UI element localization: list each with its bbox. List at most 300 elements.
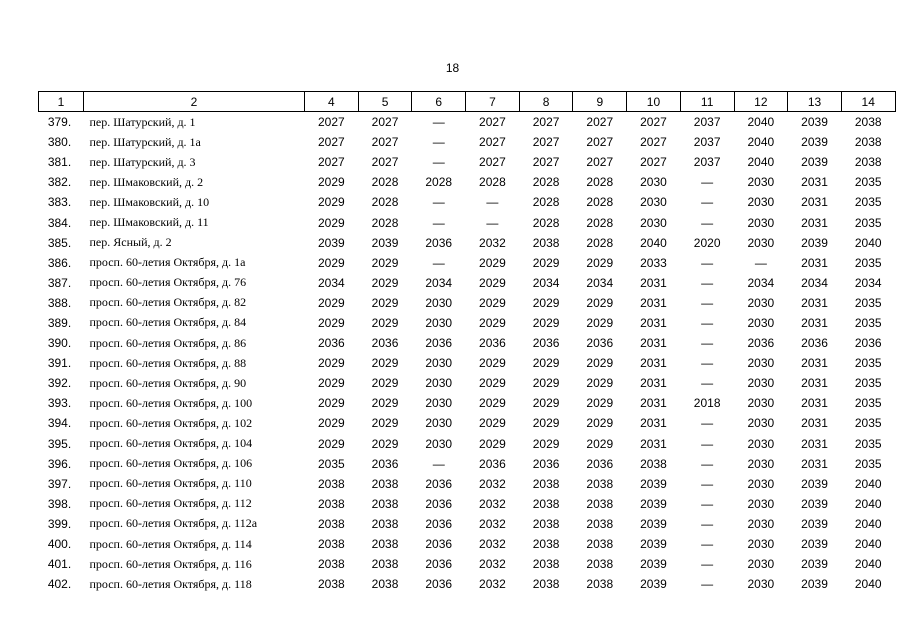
year-cell: 2031 xyxy=(801,376,828,391)
year-cell: 2039 xyxy=(640,476,667,491)
year-cell: — xyxy=(701,195,714,210)
year-cell: — xyxy=(701,275,714,290)
year-cell: 2031 xyxy=(640,356,667,371)
year-cell: — xyxy=(701,336,714,351)
year-cell: 2029 xyxy=(371,275,399,290)
year-cell: 2034 xyxy=(532,275,560,290)
year-cell: 2035 xyxy=(854,215,882,230)
year-cell: 2036 xyxy=(532,456,560,471)
year-cell: 2032 xyxy=(479,577,506,592)
year-cell: 2028 xyxy=(586,235,614,250)
year-cell: 2036 xyxy=(371,456,399,471)
table-row xyxy=(39,253,896,273)
year-cell: 2039 xyxy=(801,557,828,572)
year-cell: 2029 xyxy=(532,295,560,310)
row-number: 382. xyxy=(47,175,72,190)
year-cell: 2035 xyxy=(854,436,882,451)
row-number: 402. xyxy=(47,577,72,592)
year-cell: 2030 xyxy=(747,235,775,250)
year-cell: — xyxy=(701,315,714,330)
year-cell: — xyxy=(432,255,445,270)
year-cell: — xyxy=(432,215,445,230)
year-cell: 2035 xyxy=(854,175,882,190)
year-cell: 2038 xyxy=(371,516,399,531)
year-cell: 2029 xyxy=(371,356,399,371)
column-header: 8 xyxy=(519,92,573,112)
year-cell: — xyxy=(432,456,445,471)
year-cell: 2034 xyxy=(801,275,828,290)
year-cell: 2038 xyxy=(371,577,399,592)
year-cell: 2030 xyxy=(640,195,667,210)
year-cell: 2038 xyxy=(371,537,399,552)
year-cell: 2036 xyxy=(425,496,453,511)
year-cell: 2027 xyxy=(371,135,399,150)
column-header: 13 xyxy=(788,92,842,112)
year-cell: — xyxy=(701,476,714,491)
address-cell: просп. 60-летия Октября, д. 106 xyxy=(89,456,253,471)
year-cell: 2035 xyxy=(854,315,882,330)
address-cell: просп. 60-летия Октября, д. 104 xyxy=(89,436,253,451)
year-cell: 2036 xyxy=(425,235,453,250)
year-cell: 2036 xyxy=(586,456,614,471)
year-cell: 2038 xyxy=(854,115,882,130)
row-number: 384. xyxy=(47,215,72,230)
year-cell: 2027 xyxy=(640,155,667,170)
year-cell: 2027 xyxy=(317,155,345,170)
table-row xyxy=(39,132,896,152)
year-cell: 2028 xyxy=(532,175,560,190)
row-number: 389. xyxy=(47,315,72,330)
year-cell: 2038 xyxy=(317,537,345,552)
year-cell: — xyxy=(486,195,499,210)
year-cell: 2036 xyxy=(747,336,775,351)
year-cell: 2034 xyxy=(317,275,345,290)
year-cell: 2030 xyxy=(747,496,775,511)
year-cell: 2029 xyxy=(317,416,345,431)
year-cell: 2020 xyxy=(693,235,721,250)
row-number: 393. xyxy=(47,396,72,411)
year-cell: 2031 xyxy=(640,336,667,351)
year-cell: 2029 xyxy=(317,175,345,190)
year-cell: 2031 xyxy=(640,315,667,330)
address-cell: пер. Шмаковский, д. 11 xyxy=(89,215,209,230)
address-cell: просп. 60-летия Октября, д. 102 xyxy=(89,415,253,430)
year-cell: 2027 xyxy=(371,115,399,130)
year-cell: 2031 xyxy=(801,295,828,310)
year-cell: 2027 xyxy=(586,135,614,150)
address-cell: пер. Шмаковский, д. 10 xyxy=(89,194,210,209)
year-cell: 2036 xyxy=(425,557,453,572)
year-cell: 2029 xyxy=(371,416,399,431)
year-cell: 2029 xyxy=(479,376,506,391)
year-cell: 2029 xyxy=(317,295,345,310)
year-cell: 2038 xyxy=(586,496,614,511)
year-cell: 2030 xyxy=(640,175,667,190)
year-cell: — xyxy=(701,255,714,270)
year-cell: 2036 xyxy=(425,336,453,351)
year-cell: 2027 xyxy=(532,155,560,170)
year-cell: 2029 xyxy=(586,396,614,411)
year-cell: 2028 xyxy=(371,195,399,210)
table-row xyxy=(39,393,896,413)
row-number: 380. xyxy=(47,135,72,150)
year-cell: 2028 xyxy=(532,195,560,210)
year-cell: 2038 xyxy=(532,496,560,511)
row-number: 383. xyxy=(47,195,72,210)
year-cell: 2038 xyxy=(371,476,399,491)
row-number: 400. xyxy=(47,537,72,552)
year-cell: 2037 xyxy=(693,135,721,150)
address-cell: просп. 60-летия Октября, д. 100 xyxy=(89,395,253,410)
year-cell: 2040 xyxy=(854,235,882,250)
year-cell: 2040 xyxy=(747,115,775,130)
address-cell: просп. 60-летия Октября, д. 114 xyxy=(89,536,252,551)
year-cell: 2034 xyxy=(586,275,614,290)
year-cell: 2029 xyxy=(586,255,614,270)
year-cell: — xyxy=(701,436,714,451)
year-cell: 2038 xyxy=(371,496,399,511)
column-header: 4 xyxy=(305,92,359,112)
year-cell: 2029 xyxy=(317,356,345,371)
year-cell: 2035 xyxy=(854,356,882,371)
year-cell: 2036 xyxy=(371,336,399,351)
year-cell: 2039 xyxy=(371,235,399,250)
year-cell: 2029 xyxy=(371,396,399,411)
year-cell: 2038 xyxy=(371,557,399,572)
year-cell: 2030 xyxy=(747,215,775,230)
year-cell: 2031 xyxy=(801,416,828,431)
year-cell: 2029 xyxy=(479,295,506,310)
year-cell: 2035 xyxy=(854,416,882,431)
row-number: 385. xyxy=(47,235,72,250)
year-cell: 2031 xyxy=(801,175,828,190)
year-cell: 2034 xyxy=(425,275,453,290)
year-cell: — xyxy=(701,416,714,431)
row-number: 391. xyxy=(47,356,72,371)
year-cell: 2031 xyxy=(640,275,667,290)
year-cell: 2038 xyxy=(317,557,345,572)
year-cell: 2032 xyxy=(479,496,506,511)
column-header: 12 xyxy=(734,92,788,112)
year-cell: 2039 xyxy=(801,496,828,511)
year-cell: 2029 xyxy=(532,315,560,330)
column-header: 14 xyxy=(841,92,895,112)
table-row xyxy=(39,313,896,333)
address-cell: просп. 60-летия Октября, д. 1а xyxy=(89,255,246,270)
year-cell: 2038 xyxy=(640,456,667,471)
row-number: 394. xyxy=(47,416,72,431)
year-cell: 2029 xyxy=(479,416,506,431)
year-cell: 2030 xyxy=(747,396,775,411)
year-cell: 2029 xyxy=(532,416,560,431)
year-cell: 2029 xyxy=(532,396,560,411)
year-cell: 2030 xyxy=(747,315,775,330)
year-cell: 2028 xyxy=(371,175,399,190)
year-cell: 2039 xyxy=(640,537,667,552)
year-cell: 2039 xyxy=(801,135,828,150)
year-cell: 2029 xyxy=(371,376,399,391)
year-cell: 2038 xyxy=(586,537,614,552)
year-cell: 2040 xyxy=(854,557,882,572)
year-cell: 2027 xyxy=(640,135,667,150)
year-cell: 2029 xyxy=(532,436,560,451)
year-cell: 2029 xyxy=(479,396,506,411)
year-cell: 2037 xyxy=(693,115,721,130)
year-cell: 2027 xyxy=(317,135,345,150)
address-cell: просп. 60-летия Октября, д. 116 xyxy=(89,556,252,571)
year-cell: 2034 xyxy=(854,275,882,290)
address-cell: пер. Шатурский, д. 1а xyxy=(89,134,201,149)
address-cell: просп. 60-летия Октября, д. 118 xyxy=(89,576,252,591)
year-cell: 2028 xyxy=(425,175,453,190)
year-cell: 2030 xyxy=(425,376,453,391)
year-cell: 2029 xyxy=(532,356,560,371)
year-cell: 2029 xyxy=(532,376,560,391)
year-cell: 2031 xyxy=(801,195,828,210)
address-cell: просп. 60-летия Октября, д. 82 xyxy=(89,295,247,310)
year-cell: 2031 xyxy=(640,416,667,431)
year-cell: 2029 xyxy=(371,295,399,310)
year-cell: 2029 xyxy=(479,255,506,270)
year-cell: 2029 xyxy=(317,315,345,330)
row-number: 388. xyxy=(47,295,72,310)
year-cell: 2030 xyxy=(425,315,453,330)
year-cell: 2040 xyxy=(854,577,882,592)
year-cell: 2029 xyxy=(479,356,506,371)
year-cell: 2038 xyxy=(532,516,560,531)
year-cell: 2035 xyxy=(854,255,882,270)
year-cell: 2030 xyxy=(747,356,775,371)
year-cell: — xyxy=(432,135,445,150)
address-cell: просп. 60-летия Октября, д. 90 xyxy=(89,375,247,390)
year-cell: — xyxy=(701,376,714,391)
year-cell: 2035 xyxy=(854,396,882,411)
table-row xyxy=(39,373,896,393)
year-cell: 2029 xyxy=(371,436,399,451)
year-cell: 2039 xyxy=(801,235,828,250)
year-cell: — xyxy=(701,577,714,592)
table-row xyxy=(39,434,896,454)
address-cell: просп. 60-летия Октября, д. 88 xyxy=(89,355,247,370)
year-cell: 2036 xyxy=(586,336,614,351)
row-number: 399. xyxy=(47,516,72,531)
year-cell: 2031 xyxy=(801,456,828,471)
year-cell: 2030 xyxy=(747,557,775,572)
table-body xyxy=(39,112,896,595)
year-cell: 2031 xyxy=(640,396,667,411)
year-cell: 2030 xyxy=(747,456,775,471)
year-cell: 2029 xyxy=(532,255,560,270)
year-cell: 2036 xyxy=(425,516,453,531)
year-cell: 2028 xyxy=(371,215,399,230)
year-cell: 2040 xyxy=(854,537,882,552)
year-cell: 2030 xyxy=(747,195,775,210)
table-row xyxy=(39,574,896,594)
year-cell: 2030 xyxy=(425,436,453,451)
row-number: 386. xyxy=(47,255,72,270)
year-cell: 2038 xyxy=(532,476,560,491)
year-cell: 2038 xyxy=(532,557,560,572)
year-cell: 2028 xyxy=(479,175,506,190)
year-cell: 2030 xyxy=(747,175,775,190)
year-cell: 2028 xyxy=(586,215,614,230)
year-cell: 2039 xyxy=(640,577,667,592)
year-cell: 2027 xyxy=(586,155,614,170)
year-cell: 2031 xyxy=(801,436,828,451)
address-cell: пер. Шатурский, д. 3 xyxy=(89,154,196,169)
year-cell: 2031 xyxy=(801,215,828,230)
year-cell: 2039 xyxy=(801,115,828,130)
year-cell: 2038 xyxy=(532,235,560,250)
table-row xyxy=(39,474,896,494)
year-cell: 2035 xyxy=(854,376,882,391)
row-number: 396. xyxy=(47,456,72,471)
year-cell: 2039 xyxy=(801,516,828,531)
year-cell: — xyxy=(701,295,714,310)
year-cell: 2028 xyxy=(586,175,614,190)
table-row xyxy=(39,494,896,514)
year-cell: 2030 xyxy=(747,537,775,552)
year-cell: 2032 xyxy=(479,235,506,250)
year-cell: 2029 xyxy=(586,376,614,391)
table-row xyxy=(39,152,896,172)
year-cell: 2038 xyxy=(317,476,345,491)
page-number: 18 xyxy=(445,61,460,75)
address-cell: просп. 60-летия Октября, д. 86 xyxy=(89,335,247,350)
year-cell: — xyxy=(432,195,445,210)
table-row xyxy=(39,233,896,253)
year-cell: 2040 xyxy=(854,496,882,511)
address-cell: пер. Шатурский, д. 1 xyxy=(89,114,196,129)
row-number: 392. xyxy=(47,376,72,391)
year-cell: 2036 xyxy=(532,336,560,351)
table-row xyxy=(39,514,896,534)
year-cell: 2036 xyxy=(425,476,453,491)
year-cell: 2029 xyxy=(317,436,345,451)
year-cell: 2029 xyxy=(317,195,345,210)
year-cell: 2029 xyxy=(371,255,399,270)
year-cell: 2038 xyxy=(317,496,345,511)
table-row xyxy=(39,172,896,192)
year-cell: 2040 xyxy=(854,516,882,531)
year-cell: 2031 xyxy=(640,436,667,451)
year-cell: 2029 xyxy=(317,255,345,270)
year-cell: 2031 xyxy=(640,376,667,391)
column-header: 5 xyxy=(358,92,412,112)
year-cell: 2039 xyxy=(640,516,667,531)
year-cell: 2030 xyxy=(425,295,453,310)
year-cell: 2035 xyxy=(854,295,882,310)
year-cell: 2032 xyxy=(479,516,506,531)
year-cell: 2038 xyxy=(532,537,560,552)
year-cell: 2036 xyxy=(425,577,453,592)
year-cell: 2031 xyxy=(801,255,828,270)
column-header: 9 xyxy=(573,92,627,112)
year-cell: 2040 xyxy=(747,135,775,150)
year-cell: 2038 xyxy=(532,577,560,592)
year-cell: 2030 xyxy=(747,577,775,592)
year-cell: 2029 xyxy=(317,376,345,391)
year-cell: 2039 xyxy=(801,537,828,552)
year-cell: 2029 xyxy=(586,295,614,310)
year-cell: 2029 xyxy=(479,275,506,290)
year-cell: 2030 xyxy=(747,416,775,431)
year-cell: 2038 xyxy=(854,135,882,150)
year-cell: — xyxy=(701,537,714,552)
year-cell: — xyxy=(701,356,714,371)
year-cell: 2027 xyxy=(586,115,614,130)
year-cell: — xyxy=(701,456,714,471)
column-header: 11 xyxy=(680,92,734,112)
year-cell: 2031 xyxy=(801,396,828,411)
year-cell: 2032 xyxy=(479,537,506,552)
year-cell: 2038 xyxy=(317,577,345,592)
year-cell: 2031 xyxy=(801,356,828,371)
year-cell: 2036 xyxy=(801,336,828,351)
year-cell: 2029 xyxy=(371,315,399,330)
year-cell: 2029 xyxy=(586,315,614,330)
year-cell: 2040 xyxy=(747,155,775,170)
year-cell: 2036 xyxy=(854,336,882,351)
year-cell: 2030 xyxy=(425,356,453,371)
year-cell: 2029 xyxy=(586,416,614,431)
year-cell: 2033 xyxy=(640,255,667,270)
year-cell: 2040 xyxy=(854,476,882,491)
row-number: 387. xyxy=(47,275,72,290)
year-cell: 2036 xyxy=(425,537,453,552)
column-header: 6 xyxy=(412,92,466,112)
row-number: 397. xyxy=(47,476,72,491)
year-cell: 2027 xyxy=(479,155,506,170)
year-cell: 2035 xyxy=(854,456,882,471)
year-cell: 2039 xyxy=(801,476,828,491)
year-cell: 2040 xyxy=(640,235,667,250)
year-cell: 2029 xyxy=(479,436,506,451)
year-cell: — xyxy=(701,516,714,531)
year-cell: 2037 xyxy=(693,155,721,170)
table-row xyxy=(39,293,896,313)
year-cell: 2036 xyxy=(479,336,506,351)
table-row xyxy=(39,554,896,574)
table-row xyxy=(39,333,896,353)
year-cell: 2018 xyxy=(693,396,721,411)
year-cell: — xyxy=(701,215,714,230)
row-number: 398. xyxy=(47,496,72,511)
table-row xyxy=(39,192,896,212)
year-cell: 2029 xyxy=(586,436,614,451)
year-cell: — xyxy=(754,255,767,270)
row-number: 395. xyxy=(47,436,72,451)
column-header: 1 xyxy=(39,92,84,112)
year-cell: 2036 xyxy=(317,336,345,351)
year-cell: 2031 xyxy=(801,315,828,330)
year-cell: 2039 xyxy=(640,557,667,572)
year-cell: 2027 xyxy=(532,135,560,150)
column-header: 7 xyxy=(466,92,520,112)
year-cell: 2027 xyxy=(371,155,399,170)
year-cell: 2030 xyxy=(640,215,667,230)
year-cell: — xyxy=(701,175,714,190)
row-number: 379. xyxy=(47,115,72,130)
year-cell: 2029 xyxy=(479,315,506,330)
year-cell: 2027 xyxy=(317,115,345,130)
year-cell: 2035 xyxy=(317,456,345,471)
year-cell: 2030 xyxy=(747,436,775,451)
year-cell: — xyxy=(701,496,714,511)
address-cell: пер. Шмаковский, д. 2 xyxy=(89,174,204,189)
year-cell: 2031 xyxy=(640,295,667,310)
year-cell: 2039 xyxy=(801,155,828,170)
